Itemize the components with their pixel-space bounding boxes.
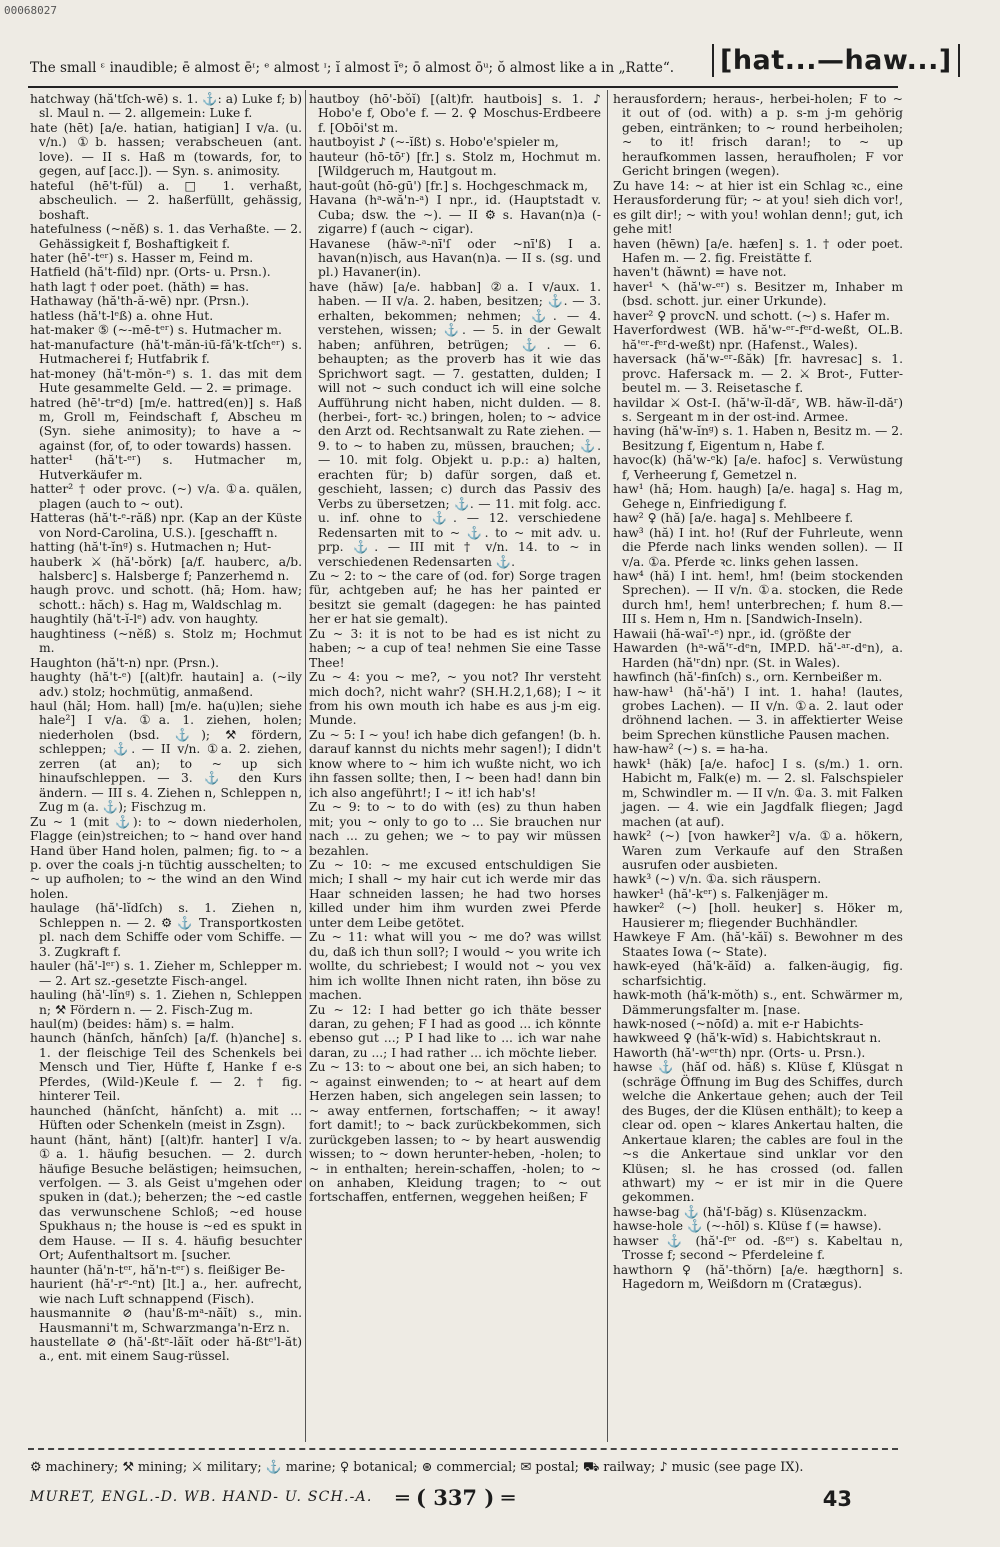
dictionary-entry: hawser ⚓ (hă'-ſᵉʳ od. -ßᵉʳ) s. Kabeltau n, Trosse f; second ~ Pferdeleine f. [613,1233,903,1263]
dictionary-entry: herausfordern; heraus-, herbei-holen; F to ~ it out of (od. with) a p. s-m j-m gehörig geben, eintränken; to ~ round herbeiholen; ~ to it! frisch daran!; to ~ up heraufkommen lassen, heraufholen; F vor Gericht bringen (wegen). [613,92,903,179]
dictionary-entry: haunt (hănt, hănt) [(alt)fr. hanter] I v/a. ①a. 1. häufig besuchen. — 2. durch häufige Besuche belästigen; heimsuchen, verfolgen. — 3. als Geist u'mgehen oder spuken in (dat.); beherzen; the ~ed castle das verwunschene Schloß; ~ed house Spukhaus n; the house is ~ed es spukt in dem Hause. — II s. 4. häufig besuchter Ort; Aufenthaltsort m. [sucher. [30,1132,302,1263]
dictionary-entry: Hathaway (hă'th-ă-wē) npr. (Prsn.). [30,294,250,309]
dictionary-entry: havoc(k) (hă'w-ᵉk) [a/e. hafoc] s. Verwüstung f, Verheerung f, Gemetzel n. [613,453,903,482]
dictionary-entry: Zu have 14: ~ at hier ist ein Schlag ꝛc., eine Herausforderung für; ~ at you! sieh dich vor!, es gilt dir!; ~ with you! wohlan denn!; gut, ich gehe mit! [613,178,903,237]
dictionary-entry: Hatfield (hă't-fīld) npr. (Orts- u. Prsn.). [30,265,271,280]
dictionary-entry: haul (hăl; Hom. hall) [m/e. ha(u)len; siehe hale²] I v/a. ①a. 1. ziehen, holen; niederholen (bsd. ⚓); ⚒ fördern, schleppen; ⚓. — II v/n. ①a. 2. ziehen, zerren (at an); to ~ up sich hinaufschleppen. — 3. ⚓ den Kurs ändern. — III s. 4. Ziehen n, Schleppen n, Zug m (a. ⚓); Fischzug m. [30,699,302,815]
dictionary-entry: Zu ~ 10: ~ me excused entschuldigen Sie mich; I shall ~ my hair cut ich werde mir das Haar schneiden lassen; he had two horses killed under him ihm wurden zwei Pferde unter dem Leibe getötet. [309,858,601,930]
dictionary-entry: hath lagt † oder poet. (hăth) = has. [30,279,250,294]
dictionary-entry: havildar ⚔ Ost-I. (hă'w-ĭl-dăʳ, WB. hăw-ĭl-dăʳ) s. Sergeant m in der ost-ind. Armee. [613,395,903,424]
dictionary-entry: hauberk ⚔ (hă'-bŏrk) [a/f. hauberc, a/b. halsberc] s. Halsberge f; Panzerhemd n. [30,554,302,583]
dictionary-entry: hatter¹ (hă't-ᵉʳ) s. Hutmacher m, Hutverkäufer m. [30,453,302,482]
dictionary-entry: hawfinch (hă'-finſch) s., orn. Kernbeißer m. [613,670,883,685]
dictionary-entry: Hawarden (hᵃ-wă'ʳ-dᵉn, IMP.D. hă'-ᵃʳ-dᵉn), a. Harden (hă'ʳdn) npr. (St. in Wales). [613,641,903,670]
dictionary-entry: hawker² (~) [holl. heuker] s. Höker m, Hausierer m; fliegender Buchhändler. [613,901,903,930]
dictionary-entry: Zu ~ 11: what will you ~ me do? was willst du, daß ich thun soll?; I would ~ you write ich wollte, du schriebest; I would not ~ you vex him ich wollte Ihnen nicht raten, ihn böse zu machen. [309,930,601,1003]
footer-rule [28,1448,898,1450]
dictionary-entry: hatefulness (~nĕß) s. 1. das Verhaßte. — 2. Gehässigkeit f, Boshaftigkeit f. [30,222,302,251]
dictionary-entry: haw-haw¹ (hă'-hă') I int. 1. haha! (lautes, grobes Lachen). — II v/n. ①a. 2. laut oder dröhnend lachen. — 3. in affektierter Weise beim Sprechen künstliche Pausen machen. [613,684,903,742]
dictionary-entry: Hawaii (hă-waī'-ᵉ) npr., id. (größte der [613,626,851,641]
column-divider [607,90,608,1442]
dictionary-entry: haughty (hă't-ᵉ) [(alt)fr. hautain] a. (~ily adv.) stolz; hochmütig, anmaßend. [30,670,302,699]
dictionary-entry: Haughton (hă't-n) npr. (Prsn.). [30,655,220,670]
dictionary-entry: haven (hēwn) [a/e. hæfen] s. 1. † oder poet. Hafen m. — 2. fig. Freistätte f. [613,236,903,265]
dictionary-entry: hauling (hă'-lĭnᵍ) s. 1. Ziehen n, Schleppen n; ⚒ Fördern n. — 2. Fisch-Zug m. [30,988,302,1017]
dictionary-entry: haversack (hă'w-ᵉʳ-ßăk) [fr. havresac] s. 1. provc. Hafersack m. — 2. ⚔ Brot-, Futter-beutel m. — 3. Reisetasche f. [613,352,903,396]
dictionary-entry: hawker¹ (hă'-kᵉʳ) s. Falkenjäger m. [613,886,829,901]
dictionary-entry: hat-maker ⑤ (~-mē-tᵉʳ) s. Hutmacher m. [30,323,282,338]
dictionary-entry: hawse-bag ⚓ (hă'ſ-băg) s. Klüsenzackm. [613,1204,868,1219]
column-3 [613,92,903,1292]
dictionary-entry: Zu ~ 1 (mit ⚓): to ~ down niederholen, Flagge (ein)streichen; to ~ hand over hand Hand über Hand holen, palmen; fig. to ~ a p. over the coals j-n tüchtig ausschelten; to ~ up aufholen; to ~ the wind an den Wind holen. [30,814,302,901]
dictionary-entry: haughtiness (~nĕß) s. Stolz m; Hochmut m. [30,626,302,656]
dictionary-entry: hat-manufacture (hă't-măn-iū-fă'k-tſchᵉʳ) s. Hutmacherei f; Hutfabrik f. [30,337,302,367]
dictionary-entry: haw² ♀ (hă) [a/e. haga] s. Mehlbeere f. [613,511,854,526]
dictionary-entry: Zu ~ 2: to ~ the care of (od. for) Sorge tragen für, achtgeben auf; he has her painted er besitzt sie gemalt (dagegen: he has painted her er hat sie gemalt). [309,568,601,627]
dictionary-entry: Zu ~ 13: to ~ about one bei, an sich haben; to ~ against einwenden; to ~ at heart auf dem Herzen haben, sich angelegen sein lassen; to ~ away entfernen, fortschaffen; ~ it away! fort damit!; to ~ back zurückbekommen, sich zurückgeben lassen; to ~ by heart auswendig wissen; to ~ down herunter-heben, -holen; to ~ in enthalten; herein-schaffen, -holen; to ~ on anhaben, Kleidung tragen; to ~ out fortschaffen, entfernen, weggehen heißen; F [309,1060,601,1205]
dictionary-entry: haunter (hă'n-tᵉʳ, hă'n-tᵉʳ) s. fleißiger Be- [30,1262,285,1277]
dictionary-entry: hausmannite ⊘ (hau'ß-mᵃ-năĭt) s., min. Hausmanni't m, Schwarzmanga'n-Erz n. [30,1306,302,1335]
imprint: MURET, ENGL.-D. WB. HAND- U. SCH.-A. [30,1489,373,1505]
dictionary-entry: Zu ~ 5: I ~ you! ich habe dich gefangen! (b. h. darauf kannst du nichts mehr sagen!); I didn't know where to ~ him ich wußte nicht, wo ich ihn fassen sollte; then, I ~ been had! dann bin ich also angeführt!; I ~ it! ich hab's! [309,727,601,800]
dictionary-entry: hatred (hē'-trᵉd) [m/e. hattred(en)] s. Haß m, Groll m, Feindschaft f, Abscheu m (Syn. siehe animosity); to have a ~ against (for, of, to oder towards) hassen. [30,395,302,453]
dictionary-entry: hautboy (hō'-bŏĭ) [(alt)fr. hautbois] s. 1. ♪ Hobo'e f, Obo'e f. — 2. ♀ Moschus-Erdbeere f. [Obōi'st m. [309,92,601,135]
dictionary-entry: haurient (hă'-rᵉ-ᵉnt) [lt.] a., her. aufrecht, wie nach Luft schnappend (Fisch). [30,1277,302,1306]
dictionary-entry: hater (hē'-tᵉʳ) s. Hasser m, Feind m. [30,250,254,265]
page-number: 43 [822,1487,852,1511]
scan-id: 00068027 [4,4,57,17]
dictionary-entry: haw³ (hă) I int. ho! (Ruf der Fuhrleute, wenn die Pferde nach links wenden sollen). — II v/a. ①a. Pferde ꝛc. links gehen lassen. [613,525,903,569]
dictionary-entry: Havana (hᵃ-wă'n-ᵃ) I npr., id. (Hauptstadt v. Cuba; dsw. the ~). — II ⚙ s. Havan(n)a (-zigarre) f (auch ~ cigar). [309,193,601,237]
dictionary-entry: hawk¹ (hăk) [a/e. hafoc] I s. (s/m.) 1. orn. Habicht m, Falk(e) m. — 2. sl. Falschspieler m, Schwindler m. — II v/n. ①a. 3. mit Falken jagen. — 4. wie ein Jagdfalk fliegen; Jagd machen (at auf). [613,756,903,829]
guide-words: [hat...—haw...] [712,44,960,77]
dictionary-entry: hawk² (~) [von hawker²] v/a. ①a. hökern, Waren zum Verkaufe auf den Straßen ausrufen oder ausbieten. [613,829,903,873]
dictionary-entry: hawk³ (~) v/n. ①a. sich räuspern. [613,872,822,887]
pronunciation-key: The small ᵋ inaudible; ē almost ēᶦ; ᵉ almost ᶦ; ĭ almost ĭᵉ; ō almost ōᵘ; ŏ almost like a in „Ratte“. [30,60,675,76]
column-1 [30,92,302,1364]
dictionary-entry: haver² ♀ provcN. und schott. (~) s. Hafer m. [613,308,890,323]
dictionary-entry: haunched (hănſcht, hănſcht) a. mit ... Hüften oder Schenkeln (meist in Zsgn). [30,1103,302,1133]
page-footer [30,1485,900,1517]
dictionary-entry: hawthorn ♀ (hă'-thŏrn) [a/e. hægthorn] s. Hagedorn m, Weißdorn m (Cratægus). [613,1262,903,1292]
dictionary-entry: Hawkeye F Am. (hă'-kăĭ) s. Bewohner m des Staates Iowa (~ State). [613,930,903,959]
dictionary-entry: hautboyist ♪ (~-ĭßt) s. Hobo'e'spieler m, [309,135,559,150]
dictionary-entry: haul(m) (beides: hăm) s. = halm. [30,1017,235,1031]
dictionary-entry: hatless (hă't-lᵉß) a. ohne Hut. [30,308,214,323]
page-marker: ═ ( 337 ) ═ [396,1485,515,1510]
dictionary-entry: have (hăw) [a/e. habban] ②a. I v/aux. 1. haben. — II v/a. 2. haben, besitzen; ⚓. — 3. erhalten, bekommen; nehmen; ⚓. — 4. verstehen, wissen; ⚓. — 5. in der Gewalt haben; anführen, betrügen; ⚓. — 6. behaupten; as the proverb has it wie das Sprichwort sagt. — 7. gestatten, dulden; I will not ~ such conduct ich will eine solche Aufführung nicht haben, nicht dulden. — 8. (herbei-, fort- ꝛc.) bringen, holen; to ~ advice den Arzt od. Rechtsanwalt zu Rate ziehen. — 9. to ~ to haben zu, müssen, brauchen; ⚓. — 10. mit folg. Objekt u. p.p.: a) halten, erachten für; b) dafür sorgen, daß et. geschieht, lassen; c) durch das Passiv des Verbs zu übersetzen; ⚓. — 11. mit folg. acc. u. inf. ohne to ⚓. — 12. verschiedene Redensarten mit to ~ ⚓. to ~ mit adv. u. prp. ⚓. — III mit † v/n. 14. to ~ in verschiedenen Redensarten ⚓. [309,279,601,569]
dictionary-entry: hat-money (hă't-mŏn-ᵉ) s. 1. das mit dem Hute gesammelte Geld. — 2. = primage. [30,366,302,396]
header-rule [28,86,898,88]
dictionary-entry: haugh provc. und schott. (hā; Hom. haw; schott.: hăch) s. Hag m, Waldschlag m. [30,583,302,612]
dictionary-entry: haw¹ (hă; Hom. haugh) [a/e. haga] s. Hag m, Gehege n, Einfriedigung f. [613,482,903,511]
dictionary-entry: haver¹ ↖ (hă'w-ᵉʳ) s. Besitzer m, Inhaber m (bsd. schott. jur. einer Urkunde). [613,279,903,309]
dictionary-entry: hateful (hē't-fŭl) a. □ 1. verhaßt, abscheulich. — 2. haßerfüllt, gehässig, boshaft. [30,178,302,222]
dictionary-entry: haut-goût (hō-gū') [fr.] s. Hochgeschmack m, [309,178,589,193]
dictionary-entry: hawse-hole ⚓ (~-hōl) s. Klüse f (= hawse). [613,1219,882,1234]
dictionary-entry: hawk-moth (hă'k-mŏth) s., ent. Schwärmer m, Dämmerungsfalter m. [nase. [613,988,903,1017]
dictionary-entry: Hatteras (hă't-ᵉ-răß) npr. (Kap an der Küste von Nord-Carolina, U.S.). [geschafft n. [30,511,302,540]
dictionary-entry: haw-haw² (~) s. = ha-ha. [613,742,769,757]
dictionary-entry: haustellate ⊘ (hă'-ßtᵉ-lăĭt oder hă-ßtᵉ'l-ăt) a., ent. mit einem Saug-rüssel. [30,1334,302,1364]
dictionary-entry: Haverfordwest (WB. hă'w-ᵉʳ-fᵉʳd-weßt, OL.B. hă'ᵉʳ-fᵉʳd-weßt) npr. (Hafenst., Wales). [613,323,903,352]
dictionary-entry: hauteur (hō-tōʳ) [fr.] s. Stolz m, Hochmut m. [Wildgeruch m, Hautgout m. [309,149,601,179]
dictionary-entry: haw⁴ (hă) I int. hem!, hm! (beim stockenden Sprechen). — II v/n. ①a. stocken, die Rede durch hm!, hem! unterbrechen; f. hum 8.—III s. Hem n, Hm n. [Sandwich-Inseln). [613,568,903,627]
dictionary-entry: Haworth (hă'-wᵉʳth) npr. (Orts- u. Prsn.). [613,1045,866,1060]
dictionary-entry: hate (hēt) [a/e. hatian, hatigian] I v/a. (u. v/n.) ①b. hassen; verabscheuen (ant. love). — II s. Haß m (towards, for, to gegen, auf [acc.]). — Syn. s. animosity. [30,120,302,179]
dictionary-entry: hauler (hă'-lᵉʳ) s. 1. Zieher m, Schlepper m. — 2. Art sz.-gesetzte Fisch-angel. [30,959,302,988]
dictionary-entry: hawse ⚓ (hăſ od. hăß) s. Klüse f, Klüsgat n (schräge Öffnung im Bug des Schiffes, durch welche die Ankertaue gehen; auch der Teil des Buges, der die Klüsen enthält); to keep a clear od. open ~ klares Ankertau halten, die Ankertaue klaren; the cables are foul in the ~s die Ankertaue sind unklar vor den Klüsen; sl. he has crossed (od. fallen athwart) my ~ er ist mir in die Quere gekommen. [613,1060,903,1205]
dictionary-entry: Zu ~ 3: it is not to be had es ist nicht zu haben; ~ a cup of tea! nehmen Sie eine Tasse Thee! [309,626,601,670]
dictionary-entry: hatchway (hă'tſch-wē) s. 1. ⚓: a) Luke f; b) sl. Maul n. — 2. allgemein: Luke f. [30,92,302,121]
dictionary-entry: Zu ~ 4: you ~ me?, ~ you not? Ihr versteht mich doch?, nicht wahr? (SH.H.2,1,68); I ~ it from his own mouth ich habe es aus j-m eig. Munde. [309,670,601,728]
column-2 [309,92,601,1205]
dictionary-entry: having (hă'w-ĭnᵍ) s. 1. Haben n, Besitz m. — 2. Besitzung f, Eigentum n, Habe f. [613,424,903,453]
dictionary-entry: hawkweed ♀ (hă'k-wīd) s. Habichtskraut n. [613,1031,882,1046]
dictionary-entry: Havanese (hăw-ᵃ-nī'ſ oder ~nī'ß) I a. havan(n)isch, aus Havan(n)a. — II s. (sg. und pl.) Havaner(in). [309,236,601,280]
dictionary-entry: hawk-eyed (hă'k-ăĭd) a. falken-äugig, fig. scharfsichtig. [613,959,903,988]
dictionary-entry: hawk-nosed (~nōſd) a. mit e-r Habichts- [613,1017,864,1031]
dictionary-entry: haunch (hănſch, hănſch) [a/f. (h)anche] s. 1. der fleischige Teil des Schenkels bei Mensch und Tier, Hüfte f, Hanke f e-s Pferdes, (Wild-)Keule f. — 2. † fig. hinterer Teil. [30,1031,302,1104]
dictionary-entry: hatting (hă't-ĭnᵍ) s. Hutmachen n; Hut- [30,540,272,555]
column-divider [305,90,306,1442]
dictionary-entry: haven't (hăwnt) = have not. [613,265,787,280]
dictionary-entry: Zu ~ 9: to ~ to do with (es) zu thun haben mit; you ~ only to go to ... Sie brauchen nur nach ... zu gehen; we ~ to pay wir müssen bezahlen. [309,800,601,858]
dictionary-entry: hatter² † oder provc. (~) v/a. ①a. quälen, plagen (auch to ~ out). [30,482,302,511]
symbol-legend: ⚙ machinery; ⚒ mining; ⚔ military; ⚓ marine; ♀ botanical; ⊛ commercial; ✉ postal; ⛟ railway; ♪ music (see page IX). [30,1460,804,1475]
dictionary-entry: haughtily (hă't-ĭ-lᵉ) adv. von haughty. [30,612,259,627]
dictionary-entry: Zu ~ 12: I had better go ich thäte besser daran, zu gehen; F I had as good ... ich könnte ebenso gut ...; P I had like to ... ich war nahe daran, zu ...; I had rather ... ich möchte lieber. [309,1002,601,1060]
dictionary-entry: haulage (hă'-lĭdſch) s. 1. Ziehen n, Schleppen n. — 2. ⚙ ⚓ Transportkosten pl. nach dem Schiffe oder vom Schiffe. — 3. Zugkraft f. [30,901,302,959]
